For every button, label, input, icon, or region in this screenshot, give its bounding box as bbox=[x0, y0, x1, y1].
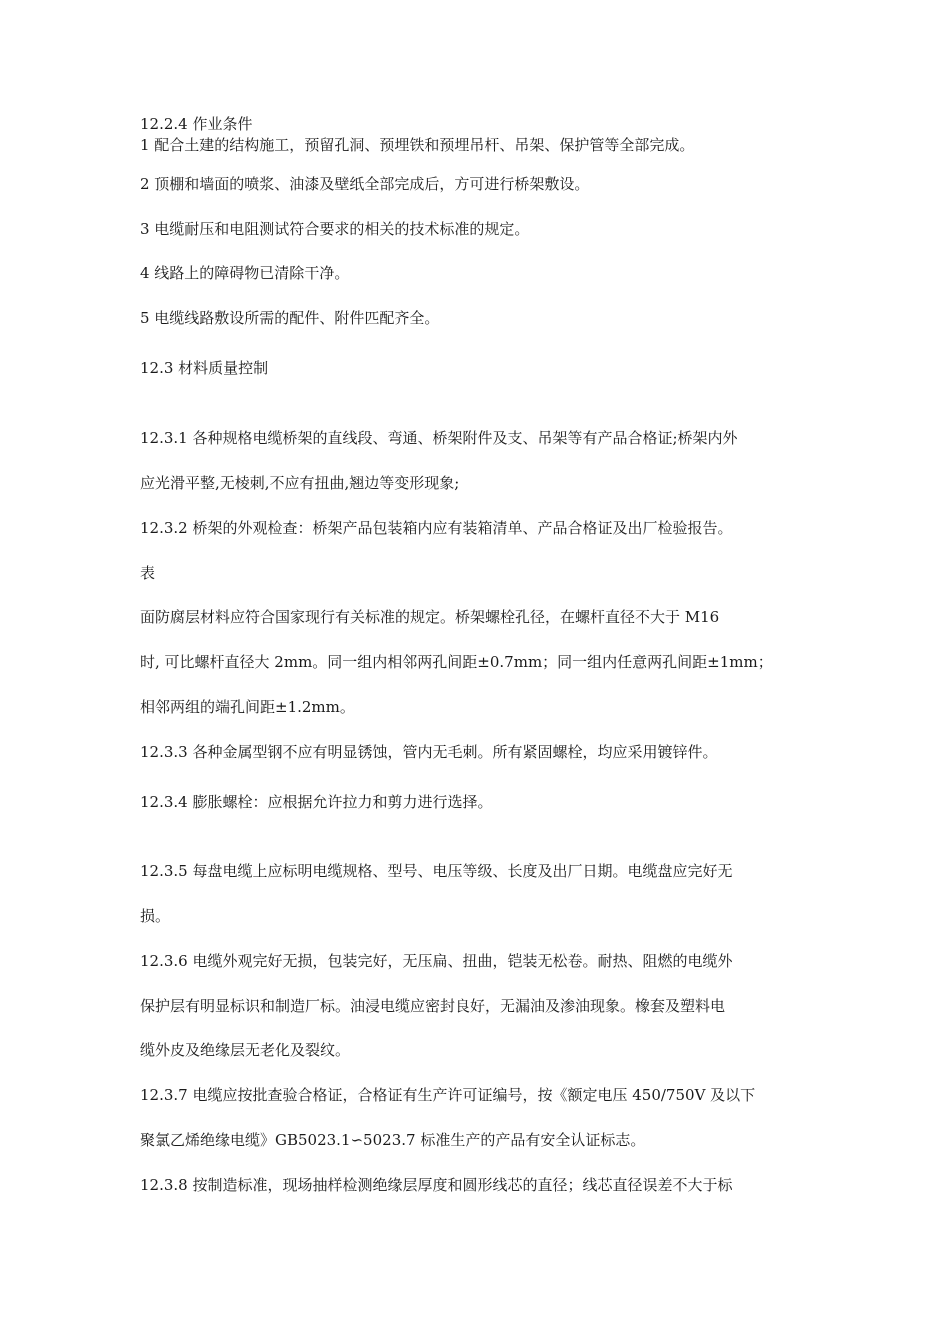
clause-12-3-5-line-1: 12.3.5 每盘电缆上应标明电缆规格、型号、电压等级、长度及出厂日期。电缆盘应完好无 bbox=[140, 862, 733, 880]
clause-12-3-2-line-5: 相邻两组的端孔间距±1.2mm。 bbox=[140, 698, 355, 716]
list-item-5: 5 电缆线路敷设所需的配件、附件匹配齐全。 bbox=[140, 309, 440, 327]
section-heading-12-3: 12.3 材料质量控制 bbox=[140, 359, 269, 377]
clause-12-3-2-line-3: 面防腐层材料应符合国家现行有关标准的规定。桥架螺栓孔径，在螺杆直径不大于 M16 bbox=[140, 608, 720, 626]
clause-12-3-1-line-2: 应光滑平整,无棱刺,不应有扭曲,翘边等变形现象; bbox=[140, 474, 460, 492]
clause-12-3-5-line-2: 损。 bbox=[140, 907, 171, 925]
clause-12-3-7-line-2: 聚氯乙烯绝缘电缆》GB5023.1∽5023.7 标准生产的产品有安全认证标志。 bbox=[140, 1131, 646, 1149]
list-item-4: 4 线路上的障碍物已清除干净。 bbox=[140, 264, 350, 282]
clause-12-3-1-line-1: 12.3.1 各种规格电缆桥架的直线段、弯通、桥架附件及支、吊架等有产品合格证;桥架内外 bbox=[140, 429, 738, 447]
clause-12-3-2-line-1: 12.3.2 桥架的外观检查：桥架产品包装箱内应有装箱清单、产品合格证及出厂检验报告。 bbox=[140, 519, 733, 537]
list-item-1: 1 配合土建的结构施工，预留孔洞、预埋铁和预埋吊杆、吊架、保护管等全部完成。 bbox=[140, 136, 695, 154]
list-item-2: 2 顶棚和墙面的喷浆、油漆及壁纸全部完成后，方可进行桥架敷设。 bbox=[140, 175, 590, 193]
list-item-3: 3 电缆耐压和电阻测试符合要求的相关的技术标准的规定。 bbox=[140, 220, 530, 238]
clause-12-3-2-line-2: 表 bbox=[140, 564, 156, 582]
section-heading-12-2-4: 12.2.4 作业条件 bbox=[140, 115, 253, 133]
clause-12-3-2-line-4: 时, 可比螺杆直径大 2mm。同一组内相邻两孔间距±0.7mm；同一组内任意两孔间距±1mm； bbox=[140, 653, 773, 671]
clause-12-3-6-line-3: 缆外皮及绝缘层无老化及裂纹。 bbox=[140, 1041, 351, 1059]
clause-12-3-7-line-1: 12.3.7 电缆应按批查验合格证，合格证有生产许可证编号，按《额定电压 450/750V 及以下 bbox=[140, 1086, 756, 1104]
clause-12-3-6-line-2: 保护层有明显标识和制造厂标。油浸电缆应密封良好，无漏油及渗油现象。橡套及塑料电 bbox=[140, 997, 726, 1015]
clause-12-3-6-line-1: 12.3.6 电缆外观完好无损，包装完好，无压扁、扭曲，铠装无松卷。耐热、阻燃的电缆外 bbox=[140, 952, 733, 970]
clause-12-3-8-line-1: 12.3.8 按制造标准，现场抽样检测绝缘层厚度和圆形线芯的直径；线芯直径误差不大于标 bbox=[140, 1176, 733, 1194]
clause-12-3-3: 12.3.3 各种金属型钢不应有明显锈蚀，管内无毛刺。所有紧固螺栓，均应采用镀锌件。 bbox=[140, 743, 718, 761]
clause-12-3-4: 12.3.4 膨胀螺栓：应根据允许拉力和剪力进行选择。 bbox=[140, 793, 493, 811]
